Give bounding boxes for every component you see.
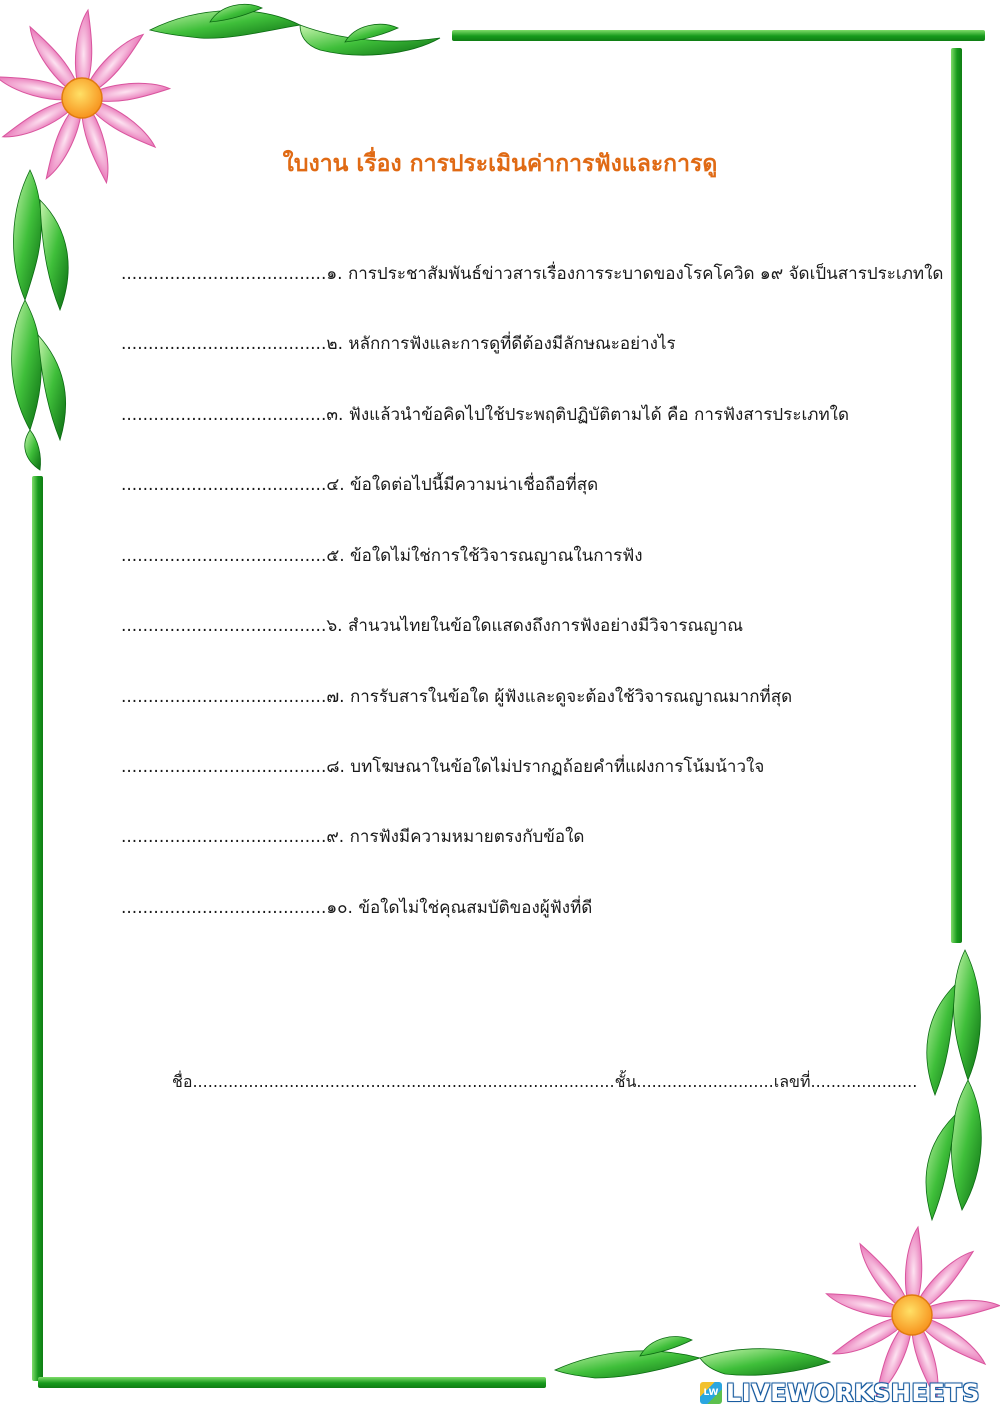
name-blank[interactable]: ................................................................................... <box>192 1072 615 1091</box>
question-text: ๙. การฟังมีความหมายตรงกับข้อใด <box>326 827 585 847</box>
class-label: ชั้น <box>614 1072 637 1091</box>
question-text: ๘. บทโฆษณาในข้อใดไม่ปรากฏถ้อยคำที่แฝงการโน้มน้าวใจ <box>326 757 765 777</box>
question-7 <box>121 683 792 710</box>
question-10 <box>121 894 592 921</box>
answer-blank[interactable]: ...................................... <box>121 546 327 566</box>
left-leaf-ornament <box>12 170 69 470</box>
question-text: ๒. หลักการฟังและการดูที่ดีต้องมีลักษณะอย่างไร <box>326 334 676 354</box>
answer-blank[interactable]: ...................................... <box>121 757 327 777</box>
answer-blank[interactable]: ...................................... <box>121 687 327 707</box>
question-6 <box>121 612 743 639</box>
answer-blank[interactable]: ...................................... <box>121 616 327 636</box>
answer-blank[interactable]: ...................................... <box>121 827 327 847</box>
answer-blank[interactable]: ...................................... <box>121 264 327 284</box>
liveworksheets-wordmark: LIVEWORKSHEETS <box>726 1379 980 1407</box>
question-text: ๓. ฟังแล้วนำข้อคิดไปใช้ประพฤติปฏิบัติตามได้ คือ การฟังสารประเภทใด <box>326 405 850 425</box>
question-9 <box>121 823 584 850</box>
student-info-line <box>172 1070 917 1095</box>
question-4 <box>121 471 598 498</box>
answer-blank[interactable]: ...................................... <box>121 898 327 918</box>
number-label: เลขที่ <box>773 1072 811 1091</box>
question-3 <box>121 401 849 428</box>
liveworksheets-badge-icon: LW <box>700 1382 722 1404</box>
top-leaf-ornament <box>150 4 440 55</box>
bottom-leaf-ornament <box>555 1337 830 1378</box>
question-1 <box>121 260 943 287</box>
name-label: ชื่อ <box>172 1072 193 1091</box>
number-blank[interactable]: ..................... <box>810 1072 918 1091</box>
answer-blank[interactable]: ...................................... <box>121 334 327 354</box>
question-text: ๑๐. ข้อใดไม่ใช่คุณสมบัติของผู้ฟังที่ดี <box>326 898 593 918</box>
question-text: ๖. สำนวนไทยในข้อใดแสดงถึงการฟังอย่างมีวิจารณญาณ <box>326 616 744 636</box>
question-text: ๗. การรับสารในข้อใด ผู้ฟังและดูจะต้องใช้วิจารณญาณมากที่สุด <box>326 687 793 707</box>
class-blank[interactable]: ........................... <box>636 1072 774 1091</box>
question-text: ๕. ข้อใดไม่ใช่การใช้วิจารณญาณในการฟัง <box>326 546 643 566</box>
question-5 <box>121 542 643 569</box>
liveworksheets-logo <box>700 1375 980 1411</box>
answer-blank[interactable]: ...................................... <box>121 475 327 495</box>
question-text: ๑. การประชาสัมพันธ์ข่าวสารเรื่องการระบาดของโรคโควิด ๑๙ จัดเป็นสารประเภทใด <box>326 264 944 284</box>
question-8 <box>121 753 764 780</box>
right-leaf-ornament <box>926 950 981 1220</box>
worksheet-title: ใบงาน เรื่อง การประเมินค่าการฟังและการดู <box>282 151 718 177</box>
question-2 <box>121 330 676 357</box>
answer-blank[interactable]: ...................................... <box>121 405 327 425</box>
question-text: ๔. ข้อใดต่อไปนี้มีความน่าเชื่อถือที่สุด <box>326 475 599 495</box>
